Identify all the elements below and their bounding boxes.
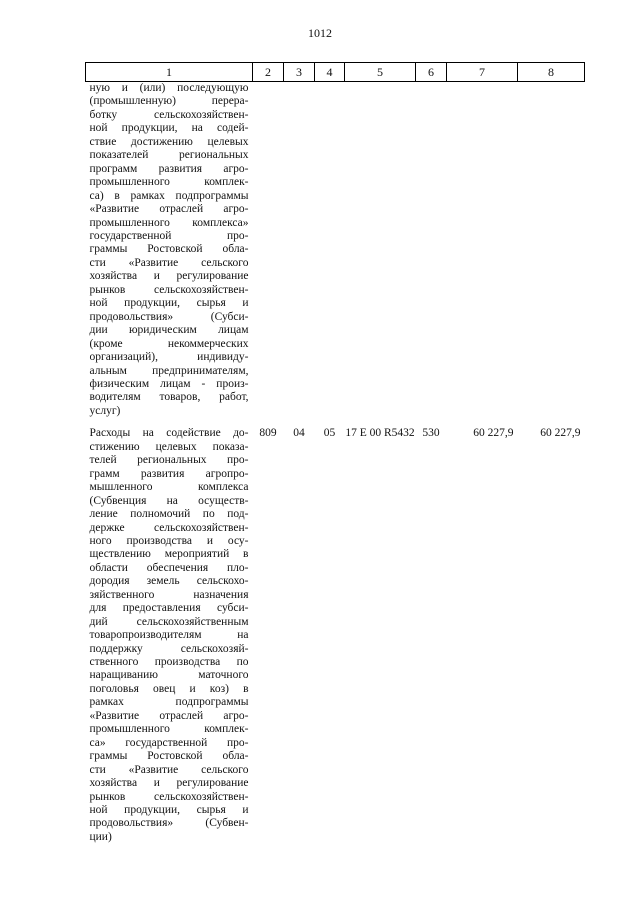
description-line: граммы Ростовской обла- — [89, 750, 249, 763]
page-number: 1012 — [308, 26, 332, 40]
description-line: ции) — [89, 830, 112, 843]
description-line: рамках подпрограммы — [89, 696, 249, 709]
header-col-1: 1 — [86, 63, 253, 82]
cell-expense-type: 530 — [422, 427, 440, 440]
description-line: услуг) — [89, 404, 121, 417]
description-line: физическим лицам - произ- — [89, 377, 249, 390]
table-row — [86, 422, 585, 848]
description-line: сти «Развитие сельского — [89, 256, 249, 269]
cell-amount-2: 60 227,9 — [540, 427, 581, 440]
description-line: «Развитие отраслей агро- — [89, 203, 249, 216]
description-line: ную и (или) последующую — [89, 82, 249, 94]
cell-amount-1: 60 227,9 — [473, 427, 514, 440]
description-line: водителям товаров, работ, — [89, 391, 249, 404]
description-line: мышленного комплекса — [89, 481, 249, 494]
description-line: дии юридическим лицам — [89, 324, 249, 337]
cell-subsection — [315, 82, 345, 423]
cell-target-article: 17 Е 00 R5432 — [345, 427, 415, 440]
description-line: альным предпринимателям, — [89, 364, 249, 377]
description-line: (кроме некоммерческих — [89, 337, 249, 350]
description-line: граммы Ростовской обла- — [89, 243, 249, 256]
header-col-4: 4 — [315, 63, 345, 82]
cell-amount-2 — [518, 82, 585, 423]
description-line: (Субвенция на осуществ- — [89, 494, 249, 507]
description-line: «Развитие отраслей агро- — [89, 709, 249, 722]
description-line: телей региональных про- — [89, 454, 249, 467]
header-col-3: 3 — [284, 63, 315, 82]
description-line: ление полномочий по под- — [89, 508, 249, 521]
description-line: показателей региональных — [89, 149, 249, 162]
description-line: ной продукции, сырья и — [89, 297, 249, 310]
cell-ministry — [253, 82, 284, 423]
cell-section: 04 — [293, 427, 305, 440]
description-line: государственной про- — [89, 229, 249, 242]
header-col-7: 7 — [447, 63, 518, 82]
budget-table — [85, 62, 585, 848]
table-header-row — [86, 63, 585, 82]
description-line: товаропроизводителям на — [89, 629, 249, 642]
description-line: для предоставления субси- — [89, 602, 249, 615]
description-line: организаций), индивиду- — [89, 351, 249, 364]
description-line: рынков сельскохозяйствен- — [89, 790, 249, 803]
cell-target-article — [345, 82, 416, 423]
description-line: стижению целевых показа- — [89, 440, 249, 453]
description-line: са» государственной про- — [89, 736, 249, 749]
cell-expense-type — [416, 82, 447, 423]
cell-section — [284, 82, 315, 423]
description-line: хозяйства и регулирование — [89, 777, 249, 790]
description-line: поддержку сельскохозяй- — [89, 642, 249, 655]
description-line: хозяйства и регулирование — [89, 270, 249, 283]
description-line: области обеспечения пло- — [89, 561, 249, 574]
description-line: зяйственного назначения — [89, 588, 249, 601]
cell-amount-1 — [447, 82, 518, 423]
description-line: ного производства и осу- — [89, 534, 249, 547]
description-line: промышленного комплек- — [89, 723, 249, 736]
description-line: сти «Развитие сельского — [89, 763, 249, 776]
description-line: Расходы на содействие до- — [89, 427, 249, 440]
description-line: (промышленную) перера- — [89, 95, 249, 108]
description-line: грамм развития агропро- — [89, 467, 249, 480]
header-col-6: 6 — [416, 63, 447, 82]
description-line: продовольствия» (Субвен- — [89, 817, 249, 830]
description-line: ной продукции, сырья и — [89, 804, 249, 817]
description-line: са) в рамках подпрограммы — [89, 189, 249, 202]
header-col-2: 2 — [253, 63, 284, 82]
header-col-8: 8 — [518, 63, 585, 82]
description-line: дий сельскохозяйственным — [89, 615, 249, 628]
description-line: промышленного комплек- — [89, 176, 249, 189]
description-line: поголовья овец и коз) в — [89, 682, 249, 695]
header-col-5: 5 — [345, 63, 416, 82]
description-line: ществлению мероприятий в — [89, 548, 249, 561]
description-line: наращиванию маточного — [89, 669, 249, 682]
description-line: ствие достижению целевых — [89, 135, 249, 148]
description-line: продовольствия» (Субси- — [89, 310, 249, 323]
row-description — [86, 422, 253, 848]
cell-ministry: 809 — [259, 427, 277, 440]
description-line: ботку сельскохозяйствен- — [89, 108, 249, 121]
description-line: держке сельскохозяйствен- — [89, 521, 249, 534]
table-row — [86, 82, 585, 423]
description-line: рынков сельскохозяйствен- — [89, 283, 249, 296]
description-line: промышленного комплекса» — [89, 216, 249, 229]
description-line: ной продукции, на содей- — [89, 122, 249, 135]
row-description — [86, 82, 253, 423]
description-line: программ развития агро- — [89, 162, 249, 175]
description-line: дородия земель сельскохо- — [89, 575, 249, 588]
description-line: ственного производства по — [89, 656, 249, 669]
cell-subsection: 05 — [323, 427, 336, 440]
